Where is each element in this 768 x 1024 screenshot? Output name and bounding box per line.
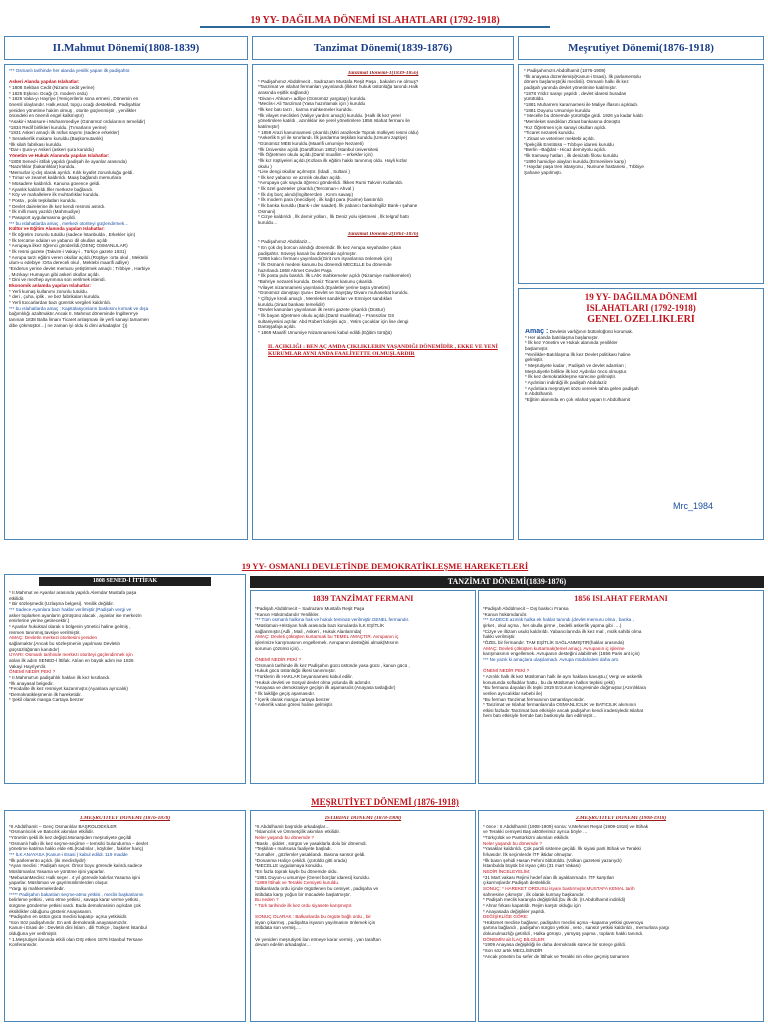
- text-line: * Haydar paşa tren istasyonu , Numune hastanesi , Tıbbiye: [524, 164, 644, 170]
- text-line: UYARI: Osmanlı tarihinde merkezi otoriteyi güçlendirmek için: [9, 652, 133, 658]
- text-line: *Son Söz padişahındır. En anti demokratik anayasamızdır.: [9, 919, 128, 925]
- text-line: asker toplarken ayanların görüşünü alacak , ayanlar ise merkezin: [9, 612, 142, 618]
- text-line: * Posta , polis teşkilatları kuruldu.: [9, 198, 77, 204]
- text-line: * Yerli kumaş kullanımı zorunlu tutuldu.: [9, 288, 88, 294]
- text-line: *Türklerin ilk HAKLAR beyannamesi kabul edilir.: [255, 673, 353, 679]
- text-line: padişah yanında devlet yönetimine katılmıştır.: [524, 84, 617, 90]
- text-line: yaparlar. Müslüman ve gayrimüslimlerden oluşur.: [9, 880, 109, 886]
- text-line: *Demokratikleşmenin ilk hareketidir.: [9, 691, 82, 697]
- text-line: * 1858 Arazi kanunnamesi çıkarıldı.(Miri arazilerde Toprak mülkiyeti resmi oldu): [258, 129, 419, 135]
- text-line: * Türk tarihinde ilk kez ordu siyasete karışmıştır.: [255, 902, 353, 908]
- text-line: , Mızıkayı Humayun gibi askeri okullar açıldı.: [9, 271, 100, 277]
- text-line: dibe çökmüştür…( ne zaman iyi oldu ki dimi arkadaşlar :))): [9, 322, 128, 328]
- mesrutiyet-title: Meşrutiyet Dönemi(1876-1918): [568, 42, 714, 54]
- text-line: *Meclis-i Ali Tanzimat (Yasa hazırlamak için ) kuruldu: [258, 101, 366, 107]
- text-line: Bu neden ?: [255, 897, 279, 903]
- text-line: *Hükümet meclise bağlanır, padişahın meclisi açma –kapama yetkisi güvenoyu: [483, 919, 644, 925]
- text-line: olduğuna yer verilmiştir.: [9, 931, 58, 937]
- text-line: *1889 İttihak ve Terakki Cemiyeti kuruldu.: [255, 880, 340, 886]
- text-line: *Son söz artık MECLİSİNDİR: [483, 948, 543, 954]
- main-title: 19 YY- DAĞILMA DÖNEMİ ISLAHATLARI (1792-1918): [250, 15, 500, 26]
- text-line: yeniden yönetime hakim olmuş , otorite güçlenmiştir , yenilikler: [9, 107, 137, 113]
- mesr2-box: [478, 810, 764, 1022]
- text-line: resmen tanınmış,tavsiye verilmiştir.: [9, 629, 81, 635]
- sened-bar: 1808 SENED-İ İTTİFAK: [39, 577, 211, 586]
- text-line: * 1826 Vaka-yı Hayriye (Yeniçerilerin sona ermesi , Dönemin en: [9, 96, 139, 102]
- text-line: * 1825 Eşkıncı Ocağı (3. modern ordu): [9, 90, 88, 96]
- text-line: kuruldu…: [258, 220, 278, 226]
- text-line: Yönetim ve Hukuk Alanında yapılan Islahatlar:: [9, 152, 110, 158]
- text-line: * Bir sözleşmedir.(Uzlaşma belgesi). Yenilik değildir.: [9, 601, 114, 607]
- text-line: *İlk basın şehidi Hasan Fehmi öldürüldü. (Volkan gazetesi yazarıydı): [483, 857, 622, 863]
- text-line: *** bu ıslahatlarda amaç : Kapitülasyonların baskısını kırmak ve dışa: [9, 305, 149, 311]
- text-line: AMAÇ: Devletin merkezi otoritesini yeniden: [9, 635, 98, 641]
- text-line: *Osmanlı halkı ilk kez seçme-seçilme – temsilci bulundurma – devlet: [9, 840, 149, 846]
- text-line: isyan çıkarmış , padişahta isyanın yayılmasını önlemek için: [255, 919, 376, 925]
- text-line: *Dar-ı Şura-yı Askeri (askeri şura kuruldu): [9, 147, 95, 153]
- text-line: *Müslüman-Hristiyan halk arasında bazı konularda İLK EŞİTLİK: [255, 622, 385, 628]
- text-line: *İlk tramway hatları , ilk denizaltı filosu kuruldu: [524, 152, 618, 158]
- text-line: *Yargı işi mahkemelerdedir.: [9, 885, 65, 891]
- text-line: * İlk kez demokratikleşme sürecine girilmiştir.: [525, 374, 617, 380]
- text-line: *Divan-ı Ahkam-ı adliye (Günümüz yargıtayı) kuruldu.: [258, 95, 367, 101]
- text-line: * İlk tercüme odaları ve yabancı dil okulları açıldı: [9, 237, 108, 243]
- text-line: * Köy ve mahallelere ilk muhtarlıklar kuruldu.: [9, 192, 100, 198]
- text-line: karışmasının engellemek. Avrupanın desteğini alabilmek (1856 Paris ant için): [483, 651, 640, 657]
- text-line: *1909 Anayasa değişikliği ile daha demokratik sürece bir süreçe girildi.: [483, 942, 626, 948]
- text-line: padişahtır. Süveyş kanalı bu dönemde açılmıştır.: [258, 250, 357, 256]
- text-line: * İlk bayan öğretmen okulu açıldı.(Darül muallimat) – Fransızlar GS: [258, 312, 395, 318]
- text-line: devam edelim arkadaşlar…: [255, 942, 311, 948]
- text-line: *1890 hamidiye alayları kuruldu.(Ermenilere karşı): [524, 158, 626, 164]
- text-line: * Ahrar fırkası kapatıldı. Rejim karşıtı olduğu için: [483, 902, 581, 908]
- text-line: tanınan 1838 Balta limanı Ticaret anlaşması ile yerli sanayi tamamen: [9, 316, 149, 322]
- genel-amac-text: Devletin varlığının bütünlüğünü korumak.: [549, 329, 634, 334]
- text-line: *1866 kalıcı fermanı yayınlandı(Girit rum isyanlarına önlemek için): [258, 256, 393, 262]
- text-line: * Askerlik vatan görevi haline gelmiştir.: [255, 702, 334, 708]
- text-line: II.Abdülhamit.: [525, 391, 554, 397]
- text-line: Askeri Alanda yapılan Islahatlar:: [9, 79, 80, 85]
- text-line: DEĞİŞİKLİĞE GÖRE:: [483, 914, 529, 920]
- tanzimat-content: [252, 64, 514, 540]
- text-line: * II.Mahmut'un padişahlık hakları ilk kez kısıtlandı.: [9, 674, 111, 680]
- text-line: belirleme yetkisi , veto etme yetkisi , savaşa karar verme yetkisi ,: [9, 897, 141, 903]
- islahat-fermani-box: [478, 590, 764, 784]
- text-line: * Ayanlar hukuksal olarak o bölgenin yönetici haline gelmiş ,: [9, 623, 131, 629]
- text-line: AMAÇ: Devleti çöküşten kurtarmak bu TEMEL AMAÇTIR. Avrupanın iç: [255, 634, 399, 640]
- text-line: hakkı verilmiştir.: [483, 634, 516, 640]
- text-line: katılmıştır): [258, 123, 280, 129]
- tanzimat-sub2: Tanzimat Dönemi-2(1861-1876): [347, 231, 419, 237]
- text-line: * İlk kez Yönetim ve Hukuk alanında yenilikler: [525, 340, 618, 346]
- text-line: *İlk anayasal belgedir.: [9, 680, 54, 686]
- text-line: etkisi fazladır.Tanzimat batı etkisiyle ancak padişahın kendi iradesiyledir.Islahat: [483, 707, 644, 713]
- sened-box: [4, 574, 246, 784]
- text-line: * Avrupa tarzı eğitim veren okullar açıldı.(Rüştiye :orta okul , Mektebi: [9, 254, 149, 260]
- text-line: * İlk milli marş yazıldı (Mahmudiye): [9, 209, 80, 215]
- text-line: AMAÇ: Devleti çöküşten kurtarmak(temel amaç). Avrupanın iç işlerine: [483, 645, 625, 651]
- text-line: *Devlet kanunları yayınlanan ilk resmi gazete çıkarıldı (Düstur): [258, 307, 385, 313]
- mesr1-title: 1.MEŞRUTİYET DÖNEMİ (1876-1878): [79, 816, 171, 821]
- tanzimat-title: Tanzimat Dönemi(1839-1876): [313, 42, 453, 54]
- text-line: *Nazırlıklar (bakanlıklar) kuruldu.: [9, 164, 76, 170]
- text-line: bağımlılığı azaltmaktır.Ancak II. Mahmut döneminde İngiltere'ye: [9, 311, 139, 317]
- text-line: *Ayan meclisi : Padişah seçer. Ömür boyu görevde kalırdı.sadece: [9, 863, 143, 869]
- text-line: *Kanun hükümdarıdır.: [483, 611, 528, 617]
- text-line: *II.Abdülhamit – Genç Osmanlılar BAŞROLDEKİLER: [9, 823, 117, 829]
- text-line: *** Ne yazık ki amaçlara ulaşılamadı. Avrupa müdahalesi daha artı.: [483, 656, 620, 662]
- text-line: ve Terakki cemiyeti Baş aktörlerimiz ayrıca böyle …: [483, 829, 588, 835]
- mahmut-title-box: [4, 36, 248, 60]
- mesrutiyet-top-lines: [524, 68, 758, 175]
- text-line: * 1.Meşrutiyet ilanında etkili olan DIŞ etken 1876 İstanbul Tersane: [9, 936, 143, 942]
- text-line: önemli olaylarıdır. Halk,esnaf, topçu ocağı destekledi. Padişahlar: [9, 101, 141, 107]
- text-line: * Şekil olarak manga Cartaya benzer: [9, 697, 84, 703]
- text-line: Darüşşafaja açıldı.: [258, 324, 297, 330]
- text-line: *1834 Redif birlikleri kuruldu. (Tımarların yerine): [9, 124, 107, 130]
- text-line: *Türkçülük ve Pantürkizm akımları etkilidir.: [483, 834, 570, 840]
- islahat-fermani-lines: [483, 606, 759, 719]
- text-line: Kanun-i Esasi de : Devletin dini İslam , dili Türkçe , başkent İstanbul: [9, 925, 147, 931]
- text-line: * İlk posta pulu basıldı. İlk LAİK mahkemeler açıldı (Nizamiye mahkemeleri): [258, 273, 411, 279]
- text-line: hem batı etkisiyle hemde batı baskısıyla ilan edilmiştir…: [483, 713, 597, 719]
- text-line: *Günümüz danıştayı Şura-ı Devlet ve Sayıştay Divanı muhasebat kuruldu.: [258, 290, 409, 296]
- text-line: *Tanzimat ve ıslahat fermanları yayınlandı.(ilkkez hukuk üstünlüğü tanındı.Halk: [258, 84, 419, 90]
- text-line: * Padişahımız Abdülaziz…: [258, 239, 312, 245]
- text-line: ÖNEMİ NEDİR PEKİ ?: [483, 668, 530, 674]
- text-line: ulum-u edebiye :Orta dereceli okul , Mektebi maarifi adliye): [9, 260, 129, 266]
- text-line: *Osmanlıcılık ve Batıcılık akımları etkilidir.: [9, 829, 95, 835]
- text-line: *Cizye ve iltizam usulü kaldırıldı. Yabancılarında ilk kez mal , mülk sahibi olma: [483, 628, 642, 634]
- text-line: Balkanlarda ordu içinde örgütlenen bu cemiyet , padişaha ve: [255, 885, 379, 891]
- genel-amac-label: Amaç :: [525, 329, 549, 335]
- text-line: *** Tüm osmanlı halkına hak ve hukuk teminatı verilmiştir.GENEL fermandır.: [255, 617, 410, 623]
- text-line: Meşrutiyetle birlikte ilk kez Aydınlar öncü olmuştur.: [525, 368, 628, 374]
- text-line: *Teşkilatı-ı mahsusa faaliyete başladı.: [255, 846, 332, 852]
- text-line: * Azınlık halk ilk kez Müslüman halk ile aynı haklara kavuştu.( Vergi ve askerlik: [483, 673, 643, 679]
- text-line: * Ayanlık kaldırıldı.İller merkeze bağlandı.: [9, 186, 94, 192]
- tanzimat-fermani-lines: [255, 606, 471, 708]
- text-line: *** bu ıslahatlarda amaç , merkezi otoriteyi güçlendirmek…: [9, 220, 129, 226]
- text-line: * Meşrutiyete kadar , Padişah ve devlet adamları ;: [525, 362, 627, 368]
- text-line: arasında eşitlik sağlandı): [258, 89, 309, 95]
- text-line: * deri , çuha, iplik , ve bez fabrikaları kuruldu.: [9, 294, 101, 300]
- text-line: * Ziraat ve veteriner mektebi açıldı.: [524, 135, 595, 141]
- text-line: *En fazla toprak kaybı bu dönemde oldu.: [255, 868, 338, 874]
- genel-ozellikler-box: [518, 288, 764, 540]
- text-line: *1881 Duyun-u umumiye (Genel borçlar idaresi) kuruldu.: [255, 874, 370, 880]
- text-line: *31 Mart vakası Rejimi hedef alan ilk ayaklanmadır. İTF karşıtları: [483, 874, 615, 880]
- text-line: * Mecelle bu dönemde yürürlüğe girdi. 1926 ya kadar kaldı: [524, 113, 643, 119]
- text-line: sultaniyesini açtılar. Abd Robert kolejini açtı , Yetim çocuklar için lise dengi: [258, 318, 409, 324]
- section3-title-text: MEŞRUTİYET DÖNEMİ (1876-1918): [311, 797, 459, 807]
- text-line: * İlk dış borç alındı(İngiltere'den , Kırım savaşı): [258, 191, 354, 197]
- text-line: *İlk parlemento açıldı. (iki meclisliydir): [9, 857, 86, 863]
- text-line: yönetimlere katıldı , azınlıklar ise yerel yönetimlere 1856 Islahat fermanı ile: [258, 118, 410, 124]
- text-line: *Kız Öğretmen için sanayi okulları açıldı.: [524, 124, 607, 130]
- text-line: *Memurlar iç-dış olarak ayrıldı. Kılık kıyafet zorunluluğu geldi.: [9, 169, 134, 175]
- text-line: verilen ayrıcalıklar sebebi ile): [483, 690, 543, 696]
- text-line: *Lise dengi okullar açılmıştır. (İdadi , Sultani ): [258, 169, 350, 175]
- text-line: sahnesine çıkmıştır , ilk olarak kurmay başkanıdır.: [483, 891, 585, 897]
- text-line: *İlk silah fabrikası kuruldu.: [9, 141, 63, 147]
- mesr1-lines: [9, 824, 241, 948]
- text-line: * İlk kez yabancı ve azınlık okulları açıldı.: [258, 174, 342, 180]
- text-line: *Hukuk devleti ve Sosyal devlet olma yolunda ilk adımdır.: [255, 679, 372, 685]
- text-line: istibdata karşı yoğun bir mücadele başlatmıştır.: [255, 891, 351, 897]
- text-line: * Aydınlara meşrutiyet sözü vererek tahta gelen padişah: [525, 385, 639, 391]
- section3-title: [200, 796, 570, 808]
- text-line: *1808 Sened-i ittifak yapıldı (padişah ile ayanlar arasında): [9, 158, 127, 164]
- genel-title1: 19 YY- DAĞILMA DÖNEMİ: [584, 292, 698, 302]
- text-line: şirket , okul açma , her okulla girme , bedelli askerlik yapma gibi ….): [483, 622, 622, 628]
- text-line: kuruldu.(ziraat bankası temelidir): [258, 301, 325, 307]
- text-line: yürütüldü.: [524, 96, 545, 102]
- text-line: *Baskı , şiddet , sürgün ve yasaklarla dolu bir dönemdi.: [255, 840, 367, 846]
- text-line: * İlk modern para (mecidiye) , ilk kağıt para (Kaime) basıtırıldı: [258, 197, 383, 203]
- text-line: *Bu ferman Tanzimat fermanının tamamlayıcısıdır.: [483, 696, 585, 702]
- text-line: sürgüne gönderme yetkisi vardı. Buda demokrasinin açıkdan çok: [9, 902, 141, 908]
- text-line: * Cizye kaldırıldı , İlk demir yolları , İlk Deniz yolu işletmesi , İlk telgraf hattı: [258, 214, 409, 220]
- text-line: * Yerli tüccarlardan bazı gümrük vergileri kaldırıldı.: [9, 299, 112, 305]
- text-line: Şahane yapılmıştı.: [524, 169, 563, 175]
- text-line: *İlk Öğretmen okulu açıldı.(Darül muallim – erkekler için): [258, 152, 373, 158]
- text-line: okulu ): [258, 163, 272, 169]
- text-line: *İslamcılık ve Ümmetçilik akımları etkilidir.: [255, 829, 340, 835]
- text-line: *II.Abdülhamit başrolde arkadaşlar…: [255, 823, 330, 829]
- text-line: *İlk anayasa düzenlemişi(Kanun-i Esasi). İlk parlamentolu: [524, 73, 641, 79]
- text-line: ÖNEMİ NEDİR PEKİ ?: [9, 669, 56, 675]
- text-line: *Padişah Abdülmecit – Dış baskıcı Fransa: [483, 606, 569, 611]
- text-line: *Osmanlı tarihinde ilk kez Padişahın gücü üstünde yasa gücü , kanun gücü ,: [255, 662, 410, 668]
- mesr2-title: 2.MEŞRUTİYET DÖNEMİ (1908-1918): [575, 816, 667, 821]
- text-line: *Bu fermana dayalan ilk tepki 1919 Erzurum kongresinde doğmuştur.(Azınlıklara: [483, 685, 646, 691]
- text-line: *Avrupaya çok sayıda öğrenci gönderildi. İlkkes Rumi Takvim Kullanıldı.: [258, 180, 404, 186]
- tanzimat-lines1: [258, 79, 508, 226]
- text-line: *Vilayet nizamnamesi yayınlandı.(Eyaletler yerine taşra yönetimi): [258, 284, 390, 290]
- genel-title3: GENEL ÖZELLİKLERİ: [587, 314, 695, 325]
- tanzimat-lines2: [258, 239, 508, 335]
- text-line: DÖNEMİN ait İLAÇ BİLGİLER:: [483, 936, 546, 942]
- text-line: SONUÇ OLARAK : Balkanlarda bu örgüte bağlı ordu , bir: [255, 914, 371, 920]
- text-line: istibdata son vermiş….: [255, 925, 302, 931]
- main-title-banner: [180, 10, 570, 26]
- text-line: *Eğitim alanında en çok ıslahat yapan II.Abdülhamit: [525, 396, 630, 402]
- text-line: *Donanma Haliçe çekildi. (çürüldü gitti orada): [255, 857, 347, 863]
- mesrutiyet-top-content: [518, 64, 764, 284]
- text-line: Müslümanlar.Yasama ve yürütme işini yaparlar.: [9, 868, 105, 874]
- text-line: * Avrupaya ilkez öğrenci gönderildi.(GENÇ OSMANLILAR): [9, 243, 128, 249]
- text-line: *Berlin –Bağdat - Hicaz demiryolu açıldı.: [524, 147, 607, 153]
- signature: [673, 501, 713, 511]
- text-line: Ekonomik anlamda yapılan Islahatlar:: [9, 282, 91, 288]
- text-line: * 1808 Sekban Cedit (Nizamı cedit yerine): [9, 84, 95, 90]
- text-line: *Memleket sandıkları Ziraat bankasına dönüştü: [524, 118, 621, 124]
- text-line: NEDİR İNCELEYELİM:: [483, 868, 531, 874]
- text-line: yönetime katılma hakkı elde etti.(Kadınlar , köylüler , fakirler hariç): [9, 846, 144, 852]
- mahmut-lines: [9, 68, 243, 328]
- mahmut-content: [4, 64, 248, 540]
- text-line: * İçerik olarak manga cartaya benzer: [255, 696, 330, 702]
- text-line: Hukuk gücü üstünlüğü ilkesi tanınmıştır.: [255, 668, 336, 674]
- text-line: *İlk vilayet meclisleri (Valiye yardım amaçlı) kuruldu. (Halk ilk kez yerel: [258, 112, 401, 118]
- text-line: *Yenilikler-Batılılaşma İlk kez Devlet politikası haline: [525, 351, 631, 357]
- text-line: *Anayasa ve demokrasiye geçişin ilk aşamasıdır.(Anayasa taslağıdır): [255, 685, 396, 691]
- text-line: dokunulmazlığı getirildi , Halka görüşü , yürüyüş yapma , toplantı hakkı tanındı.: [483, 931, 644, 937]
- text-line: İstanbulda büyük bir isyan çıktı (31 mart Vakası): [483, 863, 581, 869]
- tanzimat-fermani-title: 1839 TANZİMAT FERMANI: [312, 594, 414, 603]
- tanzimat-bar: TANZİMAT DÖNEMİ(1839-1876): [250, 576, 764, 588]
- text-line: işlerimize karışmasının engellemek. Avrupanın desteğini almak(Mısırın: [255, 639, 399, 645]
- text-line: sorunun çözümü için)…: [255, 645, 304, 651]
- section2-title: [150, 560, 620, 572]
- section2-title-text: 19 YY- OSMANLI DEVLETİNDE DEMOKRATİKLEŞME HAREKETLERİ: [241, 561, 529, 571]
- text-line: şartına bağlandı , padişahın sürgün yetkisi , veto , sansür yetkisi kaldırıldı , memurlara yargı: [483, 925, 670, 931]
- text-line: * PadişahımızII.Abdülhamit (1876-1909): [524, 68, 606, 73]
- text-line: * Müsadere kaldırıldı. Kanuna güvence geldi.: [9, 181, 101, 187]
- text-line: önündeki en önemli engel kalkmıştır): [9, 113, 84, 119]
- text-line: SONUÇ: * HAREKET ORDUSU isyanı bastırmıştır.MUSTAFA KEMAL tarih: [483, 885, 635, 891]
- genel-title2: ISLAHATLARI (1792-1918): [586, 303, 696, 313]
- text-line: başlamıştır.: [525, 345, 549, 351]
- text-line: güçsüzlüğünün kanıtıdır): [9, 646, 60, 652]
- text-line: Neler yaşandı bu dönemde ?: [255, 834, 314, 840]
- text-line: Konferansıdır.: [9, 942, 38, 948]
- text-line: *** İLK ANAYASA (Kanun-i Esasi ) kabul edildi. 119 madde: [9, 851, 128, 857]
- text-line: * Her alanda batılılaşma başlamıştır.: [525, 334, 599, 340]
- text-line: Ve yeniden meşrutiyeti ilan etmeye karar vermiş , yan taraftan: [255, 936, 381, 942]
- text-line: *Askerlik 5 yıl ile sınırlandı. İlk jandarma teşkilatı kuruldu.(Umumi zaptiye): [258, 135, 408, 141]
- text-line: *Asakir-i Mansure-i Muhammediye (Günümüz ordularının temelidir): [9, 118, 146, 124]
- text-line: *** Sadece Ayanlara bazı haklar verilmiştir.(Padişah vergi ve: [9, 606, 132, 612]
- text-line: * Çiftçiye kredi amaçlı , Memleket sandıkları ve Emniyet sandıkları: [258, 295, 393, 301]
- text-line: ***** Padişahın bakanları seçme-atma yetkisi , meclis başkanlarını: [9, 891, 144, 897]
- text-line: * Devlet dairelerine ilk kez kendi resmini astırdı.: [9, 203, 106, 209]
- islahat-fermani-title: 1856 ISLAHAT FERMANI: [574, 594, 668, 603]
- text-line: *Padişahın en üstün gücü meclisi kapatıp- açma yetkisidir.: [9, 914, 128, 920]
- text-line: *1831 Askeri amaçlı ilk nüfus sayımı (sadece erkekler): [9, 130, 120, 136]
- text-line: *İlk Üniversite açıldı.(Darülfünun 1852) İstanbul üniversitesi: [258, 146, 379, 152]
- text-line: * Tanzimat ve Islahat fermanlarında OSMANLICILIK ve BATICILIK akımının: [483, 702, 637, 708]
- text-line: *** SADECE azınlık halka ek haklar tanındı.(devlet memuru olma , banka ,: [483, 617, 634, 623]
- text-line: * önce : II.Abdülhamit (1908-1909) sonra: V.Mehmet Reşat (1909-1918) ve İttihak: [483, 823, 649, 829]
- text-line: *Jurnaller , gözlemler yasaklandı. Basına sansür geldi.: [255, 851, 366, 857]
- signature-text: Mrc_1984: [673, 501, 714, 511]
- tanzimat-sub1: Tanzimat Dönemi-1(1839-1856): [347, 71, 419, 76]
- text-line: *ÖZEL bir fermandır. TAM EŞİTLİK SAĞLANMIŞTIR(haklar arasında): [483, 639, 625, 645]
- text-line: çıkarmışlardır.Padişah desteklidir.: [483, 880, 552, 886]
- sened-lines: [9, 590, 241, 703]
- text-line: *Yönetim şekli ilk kez değişti.Monarşiden meşrutiyete geçildi: [9, 834, 132, 840]
- text-line: *** Osmanlı tarihinde her alanda yenilik yapan ilk padişahtır.: [9, 68, 131, 73]
- text-line: *1878 Yıldız sarayı yapıldı , devlet idaresi buradan: [524, 90, 627, 96]
- istibdat-box: [250, 810, 476, 1022]
- text-line: * Dini ve mezhep ayrımına son verilmek istendi.: [9, 277, 106, 283]
- text-line: atılan ilk adım SENED-İ İttifak. Atılan en büyük adım ise 1826: [9, 657, 134, 663]
- tanzimat-redbar-text: IL AÇIKLIĞI : BEN AÇ AMDA ÇIKLIKLERIN YAŞANDIĞI DÖNEMİDİR , EKKE VE YENİ KURUMLAR AYNI ANDA FAALİYETTE OLMUŞLARDIR: [268, 343, 498, 357]
- text-line: *Günümüz MEB kuruldu.(Maarifi umumiye Nezareti): [258, 140, 364, 146]
- istibdat-lines: [255, 824, 471, 948]
- text-line: eksiklikler olduğunu gösterir.Anayasanın.: [9, 908, 93, 914]
- genel-lines: [525, 335, 757, 403]
- text-line: Kültür ve Eğitim Alanında yapılan Islahatlar:: [9, 226, 105, 232]
- text-line: *Feodalite ilk kez resmiyet kazanmıştır.(Ayanlara ayrıcalık): [9, 686, 128, 692]
- mahmut-title: II.Mahmut Dönemi(1808-1839): [52, 42, 200, 54]
- text-line: * İlk öğretim zorunlu tutuldu (sadece İstanbulda , Erkekler için): [9, 232, 136, 238]
- text-line: *Enderun yerine devlet memuru yetiştirmek amaçlı ; Tıbbiye , Harbiye: [9, 265, 151, 271]
- text-line: emirlerine yerine getirecektir.): [9, 618, 70, 624]
- text-line: *İpekçilik Enstitüsü – Tıbbıye idaresi kuruldu: [524, 141, 614, 147]
- mesr2-lines: [483, 824, 759, 960]
- text-line: * 1869 Maarifi Umumiye Nizamnamesi kabul edildi.(Eğitim türüğü): [258, 329, 392, 335]
- text-line: *Ticaret nezareti kuruldu.: [524, 130, 575, 136]
- istibdat-title: İSTİBDAT DÖNEMİ (1878-1908): [324, 816, 402, 821]
- text-line: * İlk özel gazeteler çıkarıldı.(Tercüman-ı Ahval ): [258, 186, 354, 192]
- text-line: hazırlandı.1868 Ahmet Cevdet Paşa: [258, 267, 332, 273]
- mesr1-box: [4, 810, 246, 1022]
- text-line: *Padişah Abdülmecit – Sadrazam Mustafa Reşit Paşa: [255, 606, 365, 611]
- text-line: * İlk laikliğe geçiş aşamasıdır.: [255, 690, 315, 696]
- text-line: *1881 Muharrem kararnamesi ile Maliye iflasını açıkladı.: [524, 101, 639, 107]
- text-line: *1881 Duyunu Umumiye kuruldu: [524, 107, 591, 113]
- text-line: etkilidir.: [9, 595, 25, 601]
- text-line: * En çok dış borcun alındığı dönemdir. İlk kez Avrupa seyahatine çıkan: [258, 245, 402, 251]
- text-line: *Yasaklar kaldırıldı. Çok partili sisteme geçildi. İlk siyasi parti İttihak ve Terakki: [483, 846, 641, 852]
- text-line: * Padişahımız Abdülmecit , Sadrazam Mustafa Reşit Paşa , bakalım ne olmuş?: [258, 78, 419, 84]
- text-line: *Bahriye nezareti kuruldu. Deniz Ticaret kanunu çıkarıldı.: [258, 278, 374, 284]
- text-line: dönem başlamıştı(iki meclisli). Osmanlı halkı ilk kez: [524, 79, 629, 85]
- text-line: ÖNEMİ NEDİR PEKİ ?: [255, 656, 302, 662]
- main-title-underline: [200, 26, 550, 28]
- text-line: fırkasıdır. İlk seçimlerde İTF iktidar olmuştur.: [483, 851, 573, 857]
- mesrutiyet-title-box: [518, 36, 764, 60]
- text-line: *Ancak yönetim bu sefer de İttihak ve Terakki nin eline geçmiş tamamen: [483, 953, 630, 959]
- text-line: Vakayi Hayriye'dir.: [9, 663, 47, 669]
- text-line: *İlk kız rüştiyeleri açıldı.(Kızlara ilk eğitim hakkı tanınmış oldu. Hayli kızlar: [258, 157, 408, 163]
- text-line: * Tımar ve zeamet kaldırıldı. Maaş bağlandı memurlara: [9, 175, 121, 181]
- text-line: gelmiştir.: [525, 357, 544, 363]
- text-line: * Padişah meclis kararıyla değiştirildi.(bu ilk dir. (II.Abdülhamit indirildi): [483, 897, 626, 903]
- text-line: * İlk Osmanlı medeni kanunu bu dönemdi MECELLE bu dönemde: [258, 262, 392, 267]
- text-line: Osmani): [258, 208, 276, 214]
- tanzimat-redbar: [258, 344, 508, 359]
- text-line: * Pasaport uygulamasına geçildi.: [9, 215, 76, 221]
- text-line: * Aydınları indirdiği ilk padişah Abdülaziz: [525, 379, 607, 385]
- text-line: *MebusanMeclisi: Halk seçer . 4 yıl görevde kalırlar.Yasama işini: [9, 874, 140, 880]
- text-line: * Seraskerlik makamı kuruldu.(Başkomutanlık): [9, 135, 104, 141]
- text-line: *MECELLE uygulamaya konuldu.: [255, 863, 323, 869]
- text-line: * İlk banka kuruldu (Bank-ı der saadet). İlk yabancı bankaİngiliz Bank-ı şahane: [258, 203, 418, 209]
- text-line: * İlk resmi gazete (Takvim-i Vakay-i , Türkçe gazete 1831): [9, 249, 127, 254]
- tanzimat-fermani-box: [250, 590, 476, 784]
- text-line: konusunda sofladılar hattu , bu da Müslüman halkın tepkisi çekti): [483, 679, 615, 685]
- text-line: sağlanmıştır.(Adli , Mali , Askeri , Hukuk Alanlarında): [255, 628, 362, 634]
- tanzimat-title-box: [252, 36, 514, 60]
- text-line: sağlamaktır.(Ancak bu sözleşmenin yapılması Devletin: [9, 640, 121, 646]
- text-line: Neler yaşandı bu dönemde ?: [483, 840, 542, 846]
- text-line: * II.Mahmut ve Ayanlar arasında yapıldı.Alemdar Mustafa paşa: [9, 590, 137, 595]
- text-line: * Anayasada değişikler yapıldı.: [483, 908, 546, 914]
- text-line: *İlk kez batı tarzı , karma mahkemeler kuruldu.: [258, 106, 353, 112]
- text-line: *Kanun Hükümdarıdır Yenilikler.: [255, 611, 320, 617]
